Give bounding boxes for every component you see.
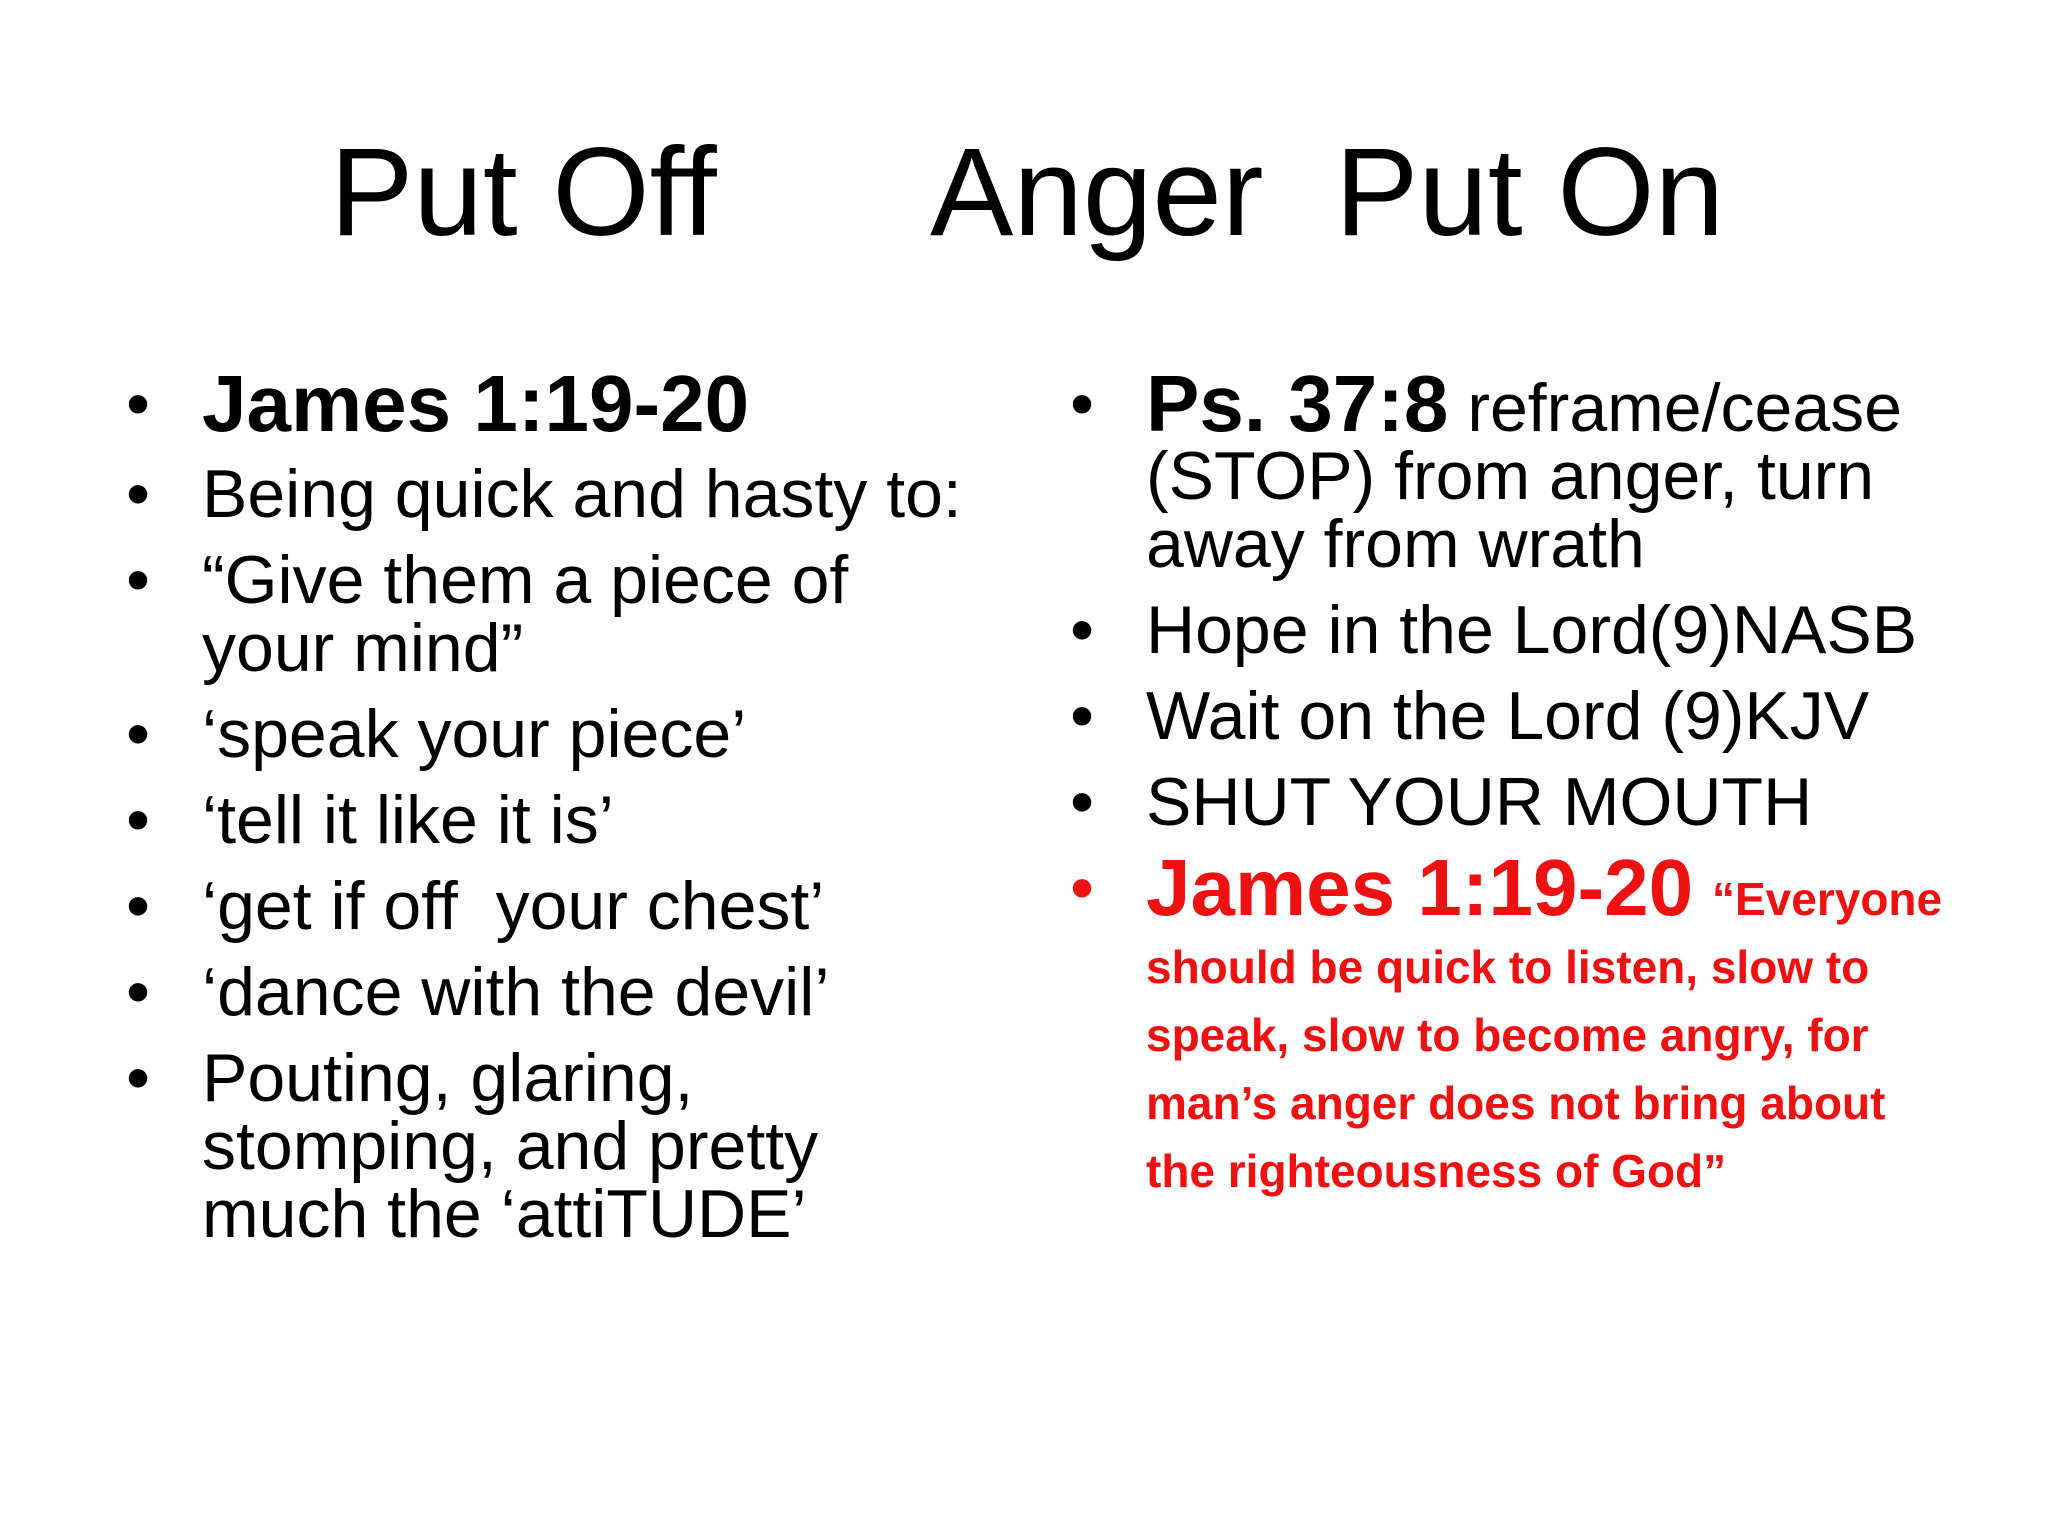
list-item xyxy=(118,954,998,1030)
james-quote-text: “Everyone should be quick to listen, slow to speak, slow to become angry, for man’s anger does not bring about the righteousness of God” xyxy=(1146,873,1943,1197)
put-on-column xyxy=(1062,359,1962,1216)
bullet-icon: • xyxy=(126,868,150,944)
put-off-column xyxy=(118,359,998,1266)
bullet-icon: • xyxy=(126,696,150,772)
list-item xyxy=(1062,678,1962,754)
list-item xyxy=(118,782,998,858)
bullet-icon: • xyxy=(126,542,150,618)
bullet-icon: • xyxy=(1070,366,1094,442)
bullet-icon: • xyxy=(126,1040,150,1116)
list-item-text: ‘get if off your chest’ xyxy=(202,868,825,944)
list-item xyxy=(1062,764,1962,840)
title-put-off: Put Off xyxy=(330,123,717,262)
list-item-text: “Give them a piece of your mind” xyxy=(202,542,849,686)
list-item-text: Being quick and hasty to: xyxy=(202,456,962,532)
james-reference: James 1:19-20 xyxy=(202,359,750,448)
bullet-icon: • xyxy=(126,366,150,442)
list-item xyxy=(118,868,998,944)
put-on-list xyxy=(1062,359,1962,1198)
list-item xyxy=(1062,359,1962,582)
title-put-on: Put On xyxy=(1335,123,1725,262)
psalm-reference: Ps. 37:8 xyxy=(1146,359,1449,448)
bullet-icon: • xyxy=(1070,592,1094,668)
bullet-icon: • xyxy=(126,782,150,858)
list-item xyxy=(118,359,998,448)
list-item-text: Pouting, glaring, stomping, and pretty much the ‘attiTUDE’ xyxy=(202,1040,819,1252)
bullet-icon: • xyxy=(1070,678,1094,754)
list-item-text: ‘speak your piece’ xyxy=(202,696,747,772)
list-item xyxy=(1062,843,1962,1198)
bullet-icon: • xyxy=(126,456,150,532)
list-item-text: ‘tell it like it is’ xyxy=(202,782,614,858)
list-item-text: ‘dance with the devil’ xyxy=(202,954,830,1030)
list-item xyxy=(118,1040,998,1252)
list-item xyxy=(1062,592,1962,668)
bullet-icon: • xyxy=(1070,850,1094,926)
bullet-icon: • xyxy=(126,954,150,1030)
list-item xyxy=(118,542,998,686)
put-off-list xyxy=(118,359,998,1252)
list-item xyxy=(118,456,998,532)
list-item-text: Wait on the Lord (9)KJV xyxy=(1146,678,1870,754)
list-item-text: Hope in the Lord(9)NASB xyxy=(1146,592,1918,668)
list-item-text: SHUT YOUR MOUTH xyxy=(1146,764,1813,840)
bullet-icon: • xyxy=(1070,764,1094,840)
psalm-text: reframe/cease (STOP) from anger, turn away from wrath xyxy=(1146,370,1902,582)
title-anger: Anger xyxy=(930,123,1264,262)
list-item xyxy=(118,696,998,772)
james-quote-reference: James 1:19-20 xyxy=(1146,843,1694,932)
